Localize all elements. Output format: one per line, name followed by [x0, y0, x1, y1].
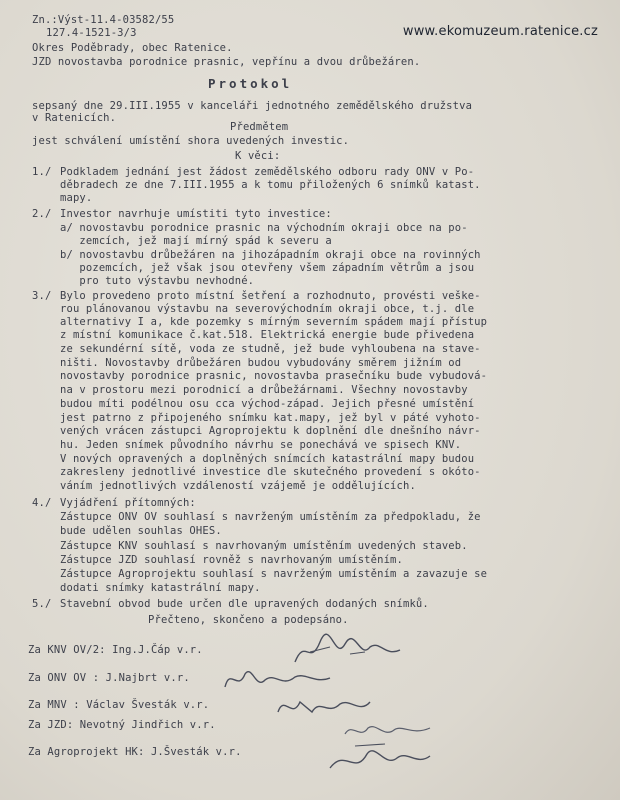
- document-title: Protokol: [208, 76, 293, 91]
- item-line: Zástupce KNV souhlasí s navrhovaným umístěním uvedených staveb.: [60, 540, 468, 552]
- item-line: ništi. Novostavby drůbežáren budou vybudovány směrem jižním od: [60, 357, 462, 369]
- item-number: 2./: [32, 208, 52, 220]
- item-line: Bylo provedeno proto místní šetření a rozhodnuto, provésti veške-: [60, 290, 481, 302]
- item-line: vených vrácen zástupci Agroprojektu k doplnění dle dnešního návr-: [60, 425, 481, 437]
- item-number: 5./: [32, 598, 52, 610]
- intro-line: sepsaný dne 29.III.1955 v kanceláři jednotného zemědělského družstva: [32, 100, 473, 112]
- signatory-line: Za ONV OV : J.Najbrt v.r.: [28, 672, 190, 684]
- item-line: dodati snímky katastrální mapy.: [60, 582, 261, 594]
- item-line: na v prostoru mezi porodnicí a drůbežárnami. Všechny novostavby: [60, 384, 468, 396]
- item-line: z místní komunikace č.kat.518. Elektrická energie bude přivedena: [60, 329, 475, 341]
- item-line: ze sekundérní sítě, voda ze studně, jež bude vyhloubena na stave-: [60, 343, 481, 355]
- subject-heading: Předmětem: [230, 121, 289, 133]
- item-line: bude udělen souhlas OHES.: [60, 525, 222, 537]
- item-number: 1./: [32, 166, 52, 178]
- item-line: budou míti podélnou osu cca východ-západ. Jejich přesné umístění: [60, 398, 475, 410]
- item-line: a/ novostavbu porodnice prasnic na východním okraji obce na po-: [60, 222, 468, 234]
- reference-number-2: 127.4-1521-3/3: [46, 27, 137, 39]
- item-line: Podkladem jednání jest žádost zemědělského odboru rady ONV v Po-: [60, 166, 475, 178]
- item-line: mapy.: [60, 192, 93, 204]
- item-line: Stavební obvod bude určen dle upravených dodaných snímků.: [60, 598, 429, 610]
- item-line: váním jednotlivých vzdáleností vzájemě je oddělujících.: [60, 480, 416, 492]
- item-line: pozemcích, jež však jsou otevřeny všem západním větrům a jsou: [60, 262, 475, 274]
- item-number: 3./: [32, 290, 52, 302]
- item-line: rou plánovanou výstavbu na severovýchodním okraji obce, t.j. dle: [60, 303, 475, 315]
- item-line: alternativy I a, kde pozemky s mírným severním spádem mají přístup: [60, 316, 488, 328]
- item-line: pro tuto výstavbu nevhodné.: [60, 275, 255, 287]
- closing-line: Přečteno, skončeno a podepsáno.: [148, 614, 349, 626]
- intro-line: v Ratenicích.: [32, 112, 117, 124]
- section-heading: K věci:: [235, 150, 281, 162]
- item-line: Investor navrhuje umístiti tyto investice:: [60, 208, 332, 220]
- district-line: Okres Poděbrady, obec Ratenice.: [32, 42, 233, 54]
- signatory-line: Za KNV OV/2: Ing.J.Čáp v.r.: [28, 644, 203, 656]
- website-watermark: www.ekomuzeum.ratenice.cz: [402, 24, 598, 39]
- signatory-line: Za MNV : Václav Švesták v.r.: [28, 699, 210, 711]
- item-line: b/ novostavbu drůbežáren na jihozápadním okraji obce na rovinných: [60, 249, 481, 261]
- item-line: děbradech ze dne 7.III.1955 a k tomu přiložených 6 snímků katast.: [60, 179, 481, 191]
- item-line: Vyjádření přítomných:: [60, 497, 196, 509]
- intro-line: jest schválení umístění shora uvedených investic.: [32, 135, 350, 147]
- reference-number: Zn.:Výst-11.4-03582/55: [32, 14, 175, 26]
- item-number: 4./: [32, 497, 52, 509]
- item-line: Zástupce Agroprojektu souhlasí s navrženým umístěním a zavazuje se: [60, 568, 488, 580]
- signatory-line: Za JZD: Nevotný Jindřich v.r.: [28, 719, 216, 731]
- item-line: V nových opravených a doplněných snímcích katastrální mapy budou: [60, 453, 475, 465]
- item-line: zemcích, jež mají mírný spád k severu a: [60, 235, 332, 247]
- subject-line: JZD novostavba porodnice prasnic, vepřínu a dvou drůbežáren.: [32, 56, 421, 68]
- item-line: Zástupce JZD souhlasí rovněž s navrhovaným umístěním.: [60, 554, 403, 566]
- item-line: zakresleny jednotlivé investice dle skutečného provedení s okóto-: [60, 466, 481, 478]
- item-line: novostavby porodnice prasnic, novostavba prasečníku bude vybudová-: [60, 370, 488, 382]
- handwritten-signature: [325, 738, 435, 782]
- item-line: hu. Jeden snímek původního návrhu se ponechává ve spisech KNV.: [60, 439, 462, 451]
- item-line: jest patrno z připojeného snímku kat.mapy, jež byl v páté vyhoto-: [60, 412, 481, 424]
- item-line: Zástupce ONV OV souhlasí s navrženým umístěním za předpokladu, že: [60, 511, 481, 523]
- signatory-line: Za Agroprojekt HK: J.Švesták v.r.: [28, 746, 242, 758]
